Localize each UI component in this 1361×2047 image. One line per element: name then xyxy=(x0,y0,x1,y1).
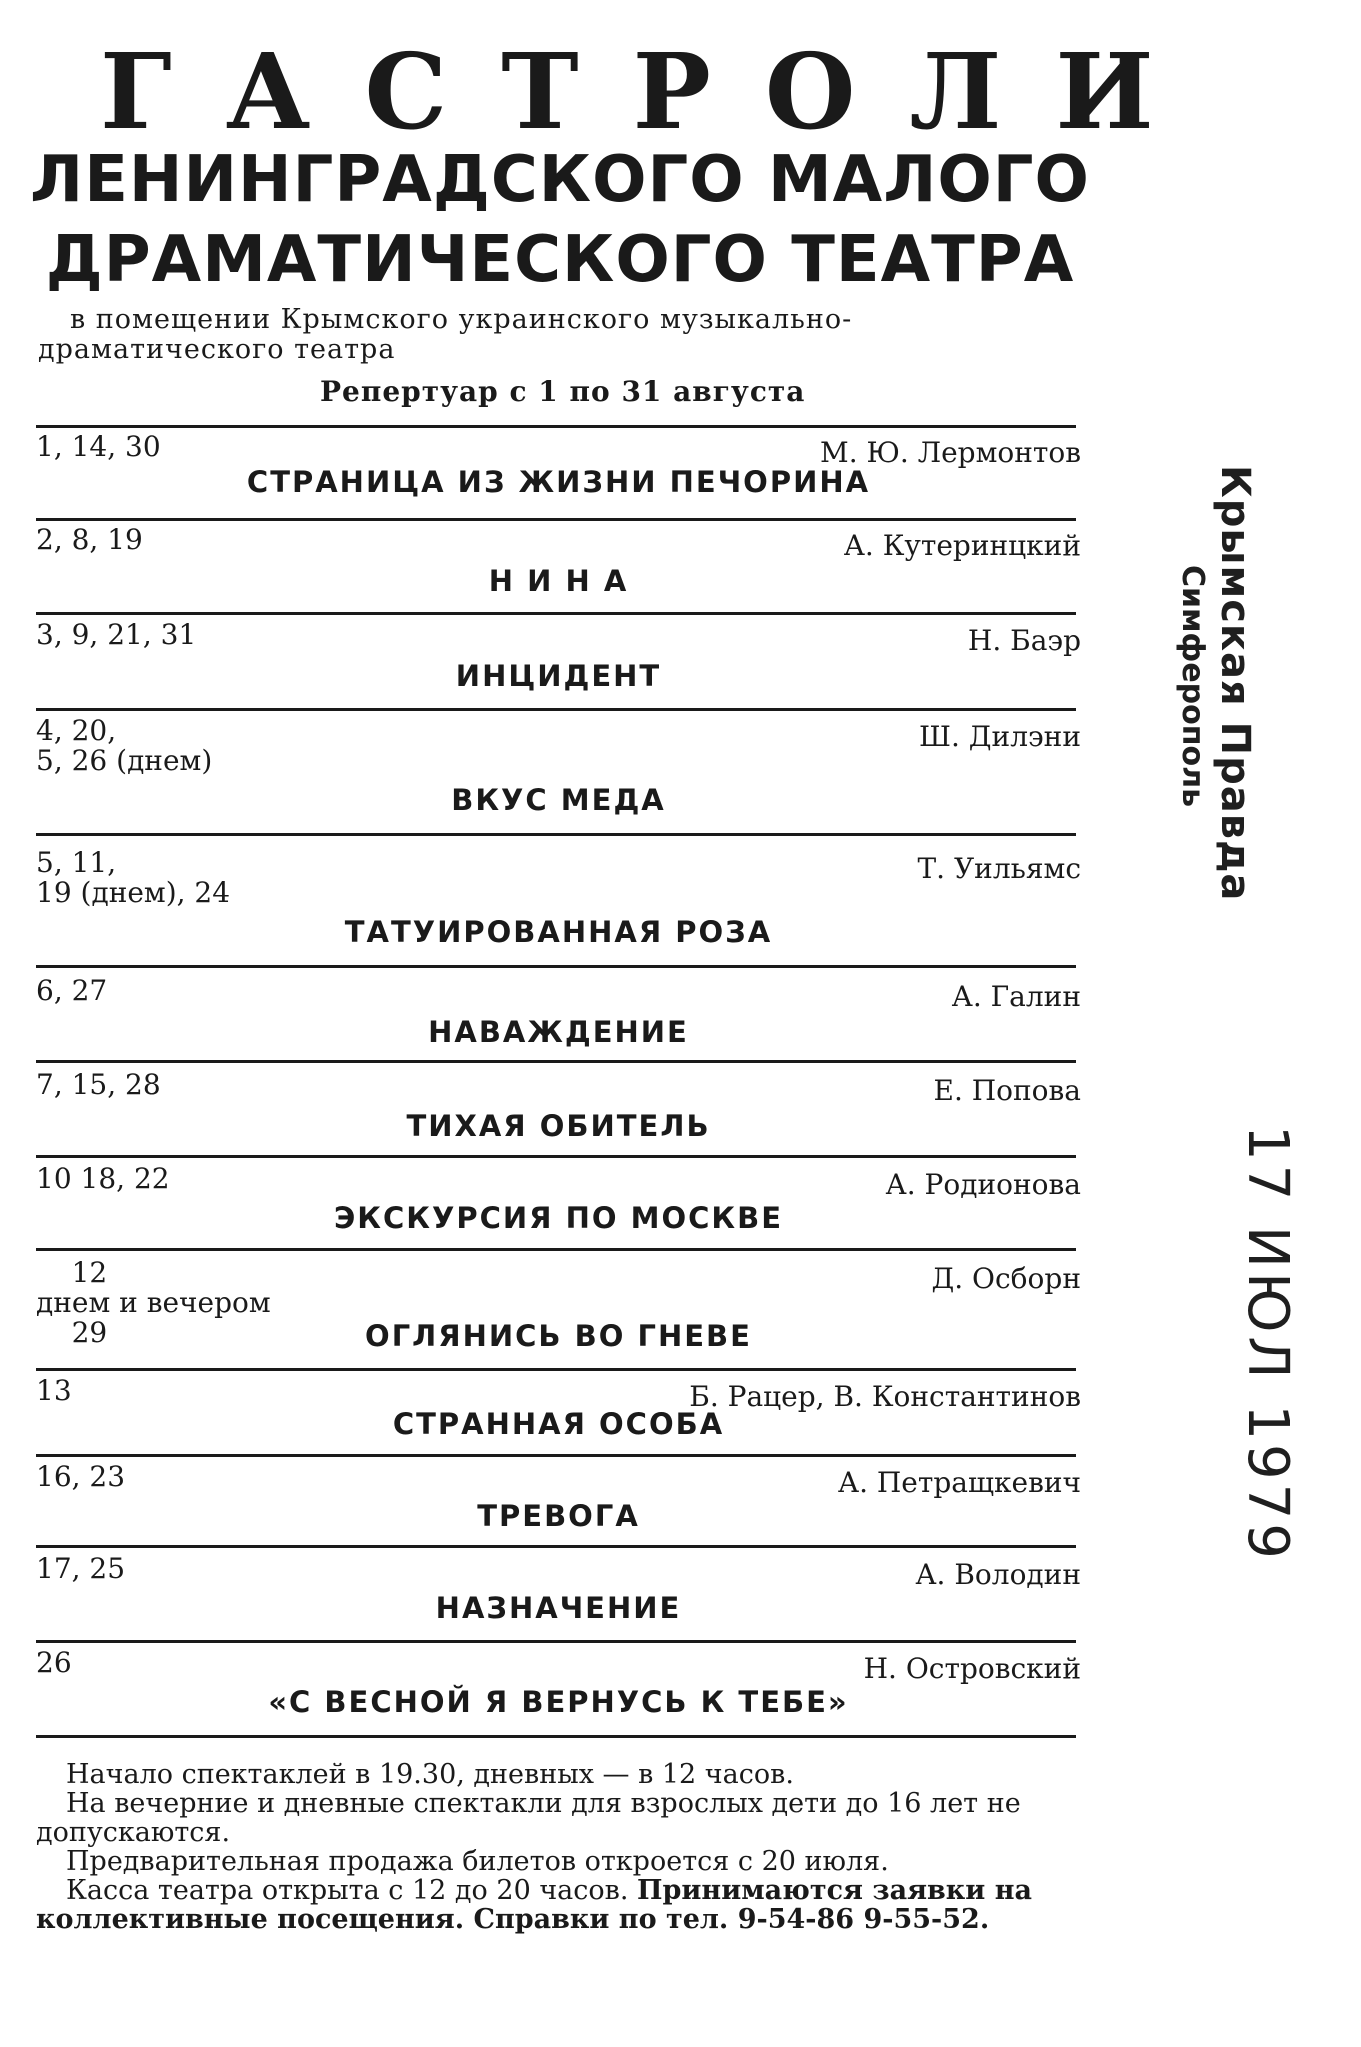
entry-dates: 12 днем и вечером 29 xyxy=(36,1256,271,1349)
divider xyxy=(36,612,1076,615)
entry-author: Е. Попова xyxy=(933,1074,1081,1107)
entry-play-title: ЭКСКУРСИЯ ПО МОСКВЕ xyxy=(334,1201,783,1235)
divider xyxy=(36,1248,1076,1251)
entry-dates: 5, 11, 19 (днем), 24 xyxy=(36,846,231,909)
venue-subtitle: в помещении Крымского украинского музыкально-драматического театра xyxy=(38,304,853,365)
entry-author: А. Петращкевич xyxy=(837,1466,1081,1499)
entry-author: Т. Уильямс xyxy=(917,852,1081,885)
newspaper-stamp-city: Симферополь xyxy=(1175,565,1210,808)
divider xyxy=(36,965,1076,968)
entry-author: Ш. Дилэни xyxy=(919,720,1081,753)
entry-dates: 4, 20, 5, 26 (днем) xyxy=(36,714,213,777)
divider xyxy=(36,518,1076,521)
entry-dates: 17, 25 xyxy=(36,1552,126,1585)
entry-dates: 6, 27 xyxy=(36,974,108,1007)
title-theatre-line1: ЛЕНИНГРАДСКОГО МАЛОГО xyxy=(30,143,1090,217)
divider xyxy=(36,1735,1076,1738)
entry-play-title: ТИХАЯ ОБИТЕЛЬ xyxy=(406,1109,711,1143)
entry-play-title: НАВАЖДЕНИЕ xyxy=(428,1015,689,1049)
divider xyxy=(36,833,1076,836)
entry-dates: 10 18, 22 xyxy=(36,1162,170,1195)
divider xyxy=(36,1454,1076,1457)
entry-play-title: ОГЛЯНИСЬ ВО ГНЕВЕ xyxy=(365,1319,752,1353)
entry-author: А. Володин xyxy=(915,1558,1081,1591)
entry-author: Н. Островский xyxy=(863,1652,1081,1685)
divider xyxy=(36,1155,1076,1158)
entry-play-title: ВКУС МЕДА xyxy=(451,783,666,817)
entry-play-title: СТРАНИЦА ИЗ ЖИЗНИ ПЕЧОРИНА xyxy=(246,465,871,499)
entry-play-title: ТРЕВОГА xyxy=(477,1499,640,1533)
note-presale: Предварительная продажа билетов откроется с 20 июля. xyxy=(66,1846,889,1877)
entry-play-title: СТРАННАЯ ОСОБА xyxy=(392,1407,725,1441)
entry-author: А. Галин xyxy=(951,980,1081,1013)
divider xyxy=(36,708,1076,711)
entry-play-title: ТАТУИРОВАННАЯ РОЗА xyxy=(344,915,773,949)
divider xyxy=(36,1060,1076,1063)
note-start-time: Начало спектаклей в 19.30, дневных — в 12 часов. xyxy=(66,1759,794,1790)
note-box-office xyxy=(36,1876,1081,1934)
entry-author: А. Кутеринцкий xyxy=(843,529,1081,562)
entry-author: Н. Баэр xyxy=(967,624,1081,657)
newspaper-stamp-title: Крымская Правда xyxy=(1212,465,1258,902)
entry-play-title: Н И Н А xyxy=(488,564,629,598)
note-collective-requests: Принимаются заявки на коллективные посещения. Справки по тел. 9-54-86 9-55-52. xyxy=(36,1875,1032,1935)
entry-dates: 16, 23 xyxy=(36,1460,126,1493)
entry-dates: 1, 14, 30 xyxy=(36,430,161,463)
title-theatre-line2: ДРАМАТИЧЕСКОГО ТЕАТРА xyxy=(45,223,1075,297)
entry-play-title: «С ВЕСНОЙ Я ВЕРНУСЬ К ТЕБЕ» xyxy=(268,1685,849,1719)
notes xyxy=(36,1760,1081,1934)
entry-dates: 2, 8, 19 xyxy=(36,523,143,556)
repertoire-heading: Репертуар с 1 по 31 августа xyxy=(320,375,806,408)
entry-author: Д. Осборн xyxy=(931,1262,1081,1295)
note-box-office-hours: Касса театра открыта с 12 до 20 часов. xyxy=(66,1875,638,1906)
entry-dates: 3, 9, 21, 31 xyxy=(36,618,197,651)
newspaper-stamp-date: 17 ИЮЛ 1979 xyxy=(1235,1125,1300,1563)
divider xyxy=(36,1545,1076,1548)
entry-play-title: ИНЦИДЕНТ xyxy=(455,659,662,693)
entry-author: М. Ю. Лермонтов xyxy=(820,436,1081,469)
divider xyxy=(36,425,1076,428)
entry-dates: 13 xyxy=(36,1374,72,1407)
note-age-limit: На вечерние и дневные спектакли для взрослых дети до 16 лет не допускаются. xyxy=(36,1788,1021,1848)
title-gastroli: ГАСТРОЛИ xyxy=(100,30,1208,153)
divider xyxy=(36,1368,1076,1371)
divider xyxy=(36,1640,1076,1643)
entry-play-title: НАЗНАЧЕНИЕ xyxy=(435,1591,682,1625)
entry-author: Б. Рацер, В. Константинов xyxy=(689,1380,1081,1413)
entry-dates: 7, 15, 28 xyxy=(36,1068,161,1101)
entry-author: А. Родионова xyxy=(885,1168,1081,1201)
entry-dates: 26 xyxy=(36,1646,72,1679)
